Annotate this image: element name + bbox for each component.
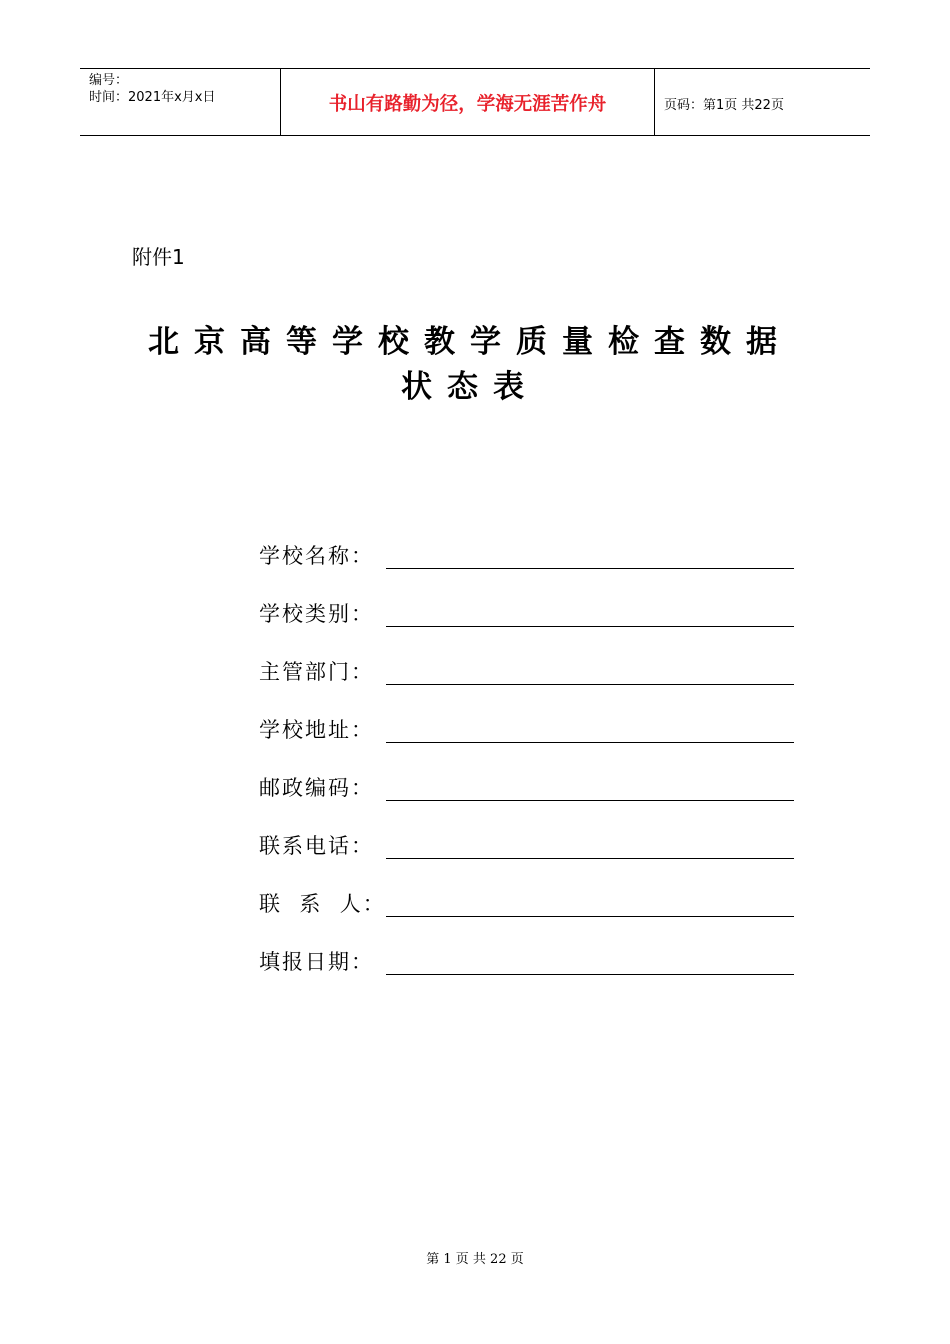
header-meta [80, 69, 281, 135]
field-label-date: 填报日期： [259, 950, 374, 974]
school-type-field[interactable] [386, 626, 794, 627]
page-header [80, 68, 870, 136]
document-title-line1: 北京高等学校教学质量检查数据 [148, 324, 792, 360]
number-label: 编号： [89, 73, 129, 88]
postcode-field[interactable] [386, 800, 794, 801]
field-label-phone: 联系电话： [259, 834, 374, 858]
time-label: 时间：2021年x月x日 [89, 90, 216, 105]
header-page-info: 页码：第1页 共22页 [664, 97, 784, 113]
department-field[interactable] [386, 684, 794, 685]
field-label-address: 学校地址： [259, 718, 374, 742]
field-label-department: 主管部门： [259, 660, 374, 684]
phone-field[interactable] [386, 858, 794, 859]
field-label-contact: 联 系 人： [259, 892, 386, 916]
document-title-line2: 状态表 [401, 369, 539, 405]
school-name-field[interactable] [386, 568, 794, 569]
contact-field[interactable] [386, 916, 794, 917]
field-label-school-type: 学校类别： [259, 602, 374, 626]
field-label-postcode: 邮政编码： [259, 776, 374, 800]
page-footer: 第 1 页 共 22 页 [426, 1252, 524, 1267]
date-field[interactable] [386, 974, 794, 975]
header-motto: 书山有路勤为径，学海无涯苦作舟 [281, 69, 655, 135]
attachment-label: 附件1 [132, 245, 185, 269]
address-field[interactable] [386, 742, 794, 743]
field-label-school-name: 学校名称： [259, 544, 374, 568]
